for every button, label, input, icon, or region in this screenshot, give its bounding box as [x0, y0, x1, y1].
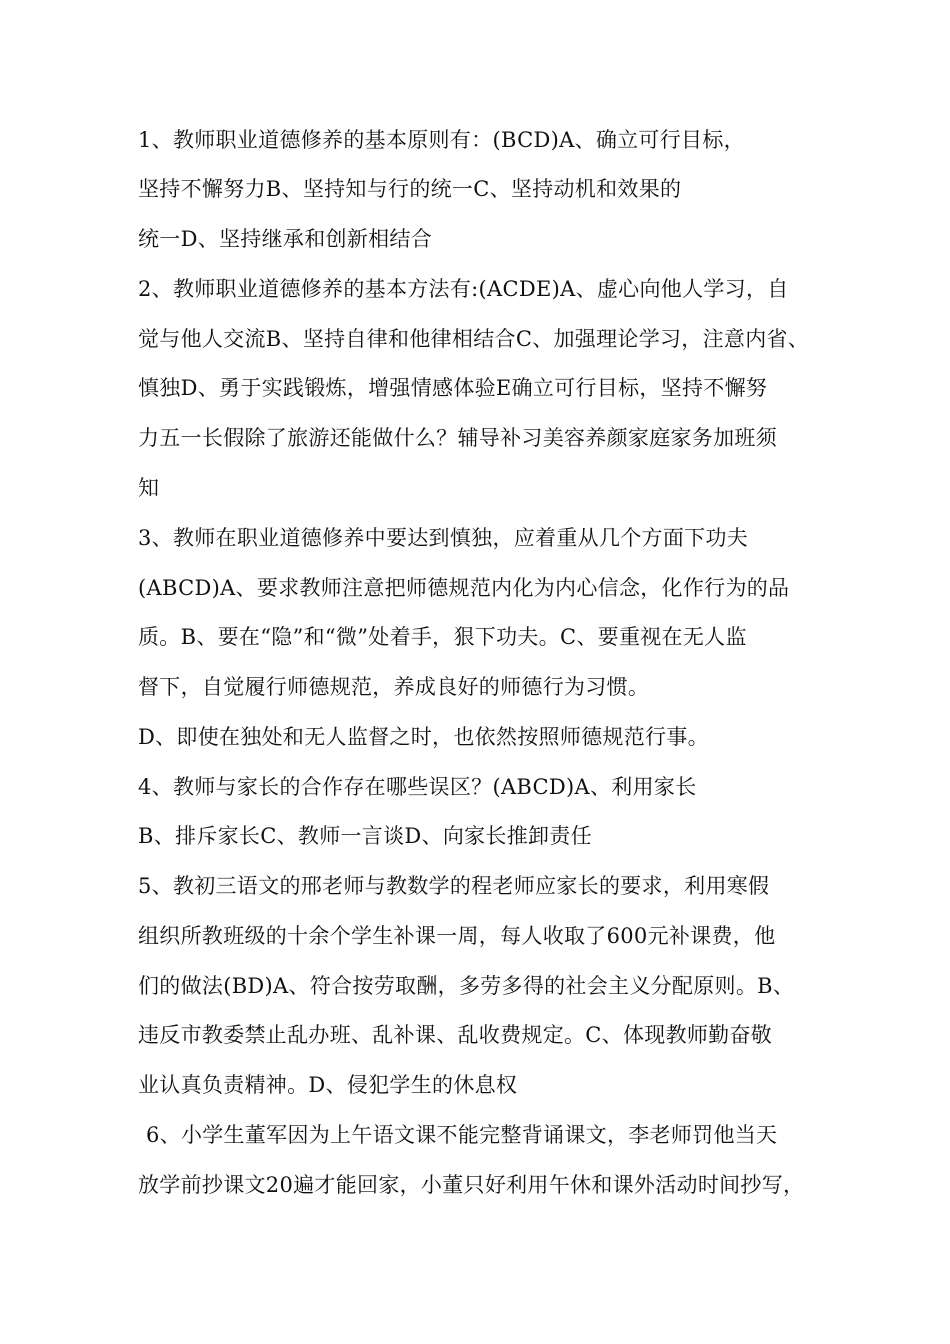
text-line: 组织所教班级的十余个学生补课一周，每人收取了600元补课费，他 [138, 924, 776, 948]
text-line: 4、教师与家长的合作存在哪些误区？(ABCD)A、利用家长 [138, 775, 697, 799]
text-line: 觉与他人交流B、坚持自律和他律相结合C、加强理论学习，注意内省、 [138, 327, 810, 351]
text-line: 5、教初三语文的邢老师与教数学的程老师应家长的要求，利用寒假 [138, 874, 770, 898]
text-line: 督下，自觉履行师德规范，养成良好的师德行为习惯。 [138, 675, 650, 699]
text-line: 违反市教委禁止乱办班、乱补课、乱收费规定。C、体现教师勤奋敬 [138, 1023, 773, 1047]
text-line: 坚持不懈努力B、坚持知与行的统一C、坚持动机和效果的 [138, 177, 682, 201]
text-line: 力五一长假除了旅游还能做什么？辅导补习美容养颜家庭家务加班须 [138, 426, 777, 450]
text-line: 质。B、要在“隐”和“微”处着手，狠下功夫。C、要重视在无人监 [138, 625, 747, 649]
text-line: 3、教师在职业道德修养中要达到慎独，应着重从几个方面下功夫 [138, 526, 749, 550]
text-line: 们的做法(BD)A、符合按劳取酬，多劳多得的社会主义分配原则。B、 [138, 974, 795, 998]
text-line: 放学前抄课文20遍才能回家，小董只好利用午休和课外活动时间抄写， [138, 1173, 805, 1197]
text-line: 知 [138, 476, 160, 500]
text-line: B、排斥家长C、教师一言谈D、向家长推卸责任 [138, 824, 592, 848]
text-line: 慎独D、勇于实践锻炼，增强情感体验E确立可行目标，坚持不懈努 [138, 376, 768, 400]
text-line: D、即使在独处和无人监督之时，也依然按照师德规范行事。 [138, 725, 709, 749]
text-line: 6、小学生董军因为上午语文课不能完整背诵课文，李老师罚他当天 [146, 1123, 778, 1147]
text-line: 业认真负责精神。D、侵犯学生的休息权 [138, 1073, 518, 1097]
text-line: (ABCD)A、要求教师注意把师德规范内化为内心信念，化作行为的品 [138, 576, 790, 600]
text-line: 1、教师职业道德修养的基本原则有：(BCD)A、确立可行目标， [138, 128, 745, 152]
text-line: 2、教师职业道德修养的基本方法有:(ACDE)A、虚心向他人学习，自 [138, 277, 789, 301]
text-line: 统一D、坚持继承和创新相结合 [138, 227, 433, 251]
